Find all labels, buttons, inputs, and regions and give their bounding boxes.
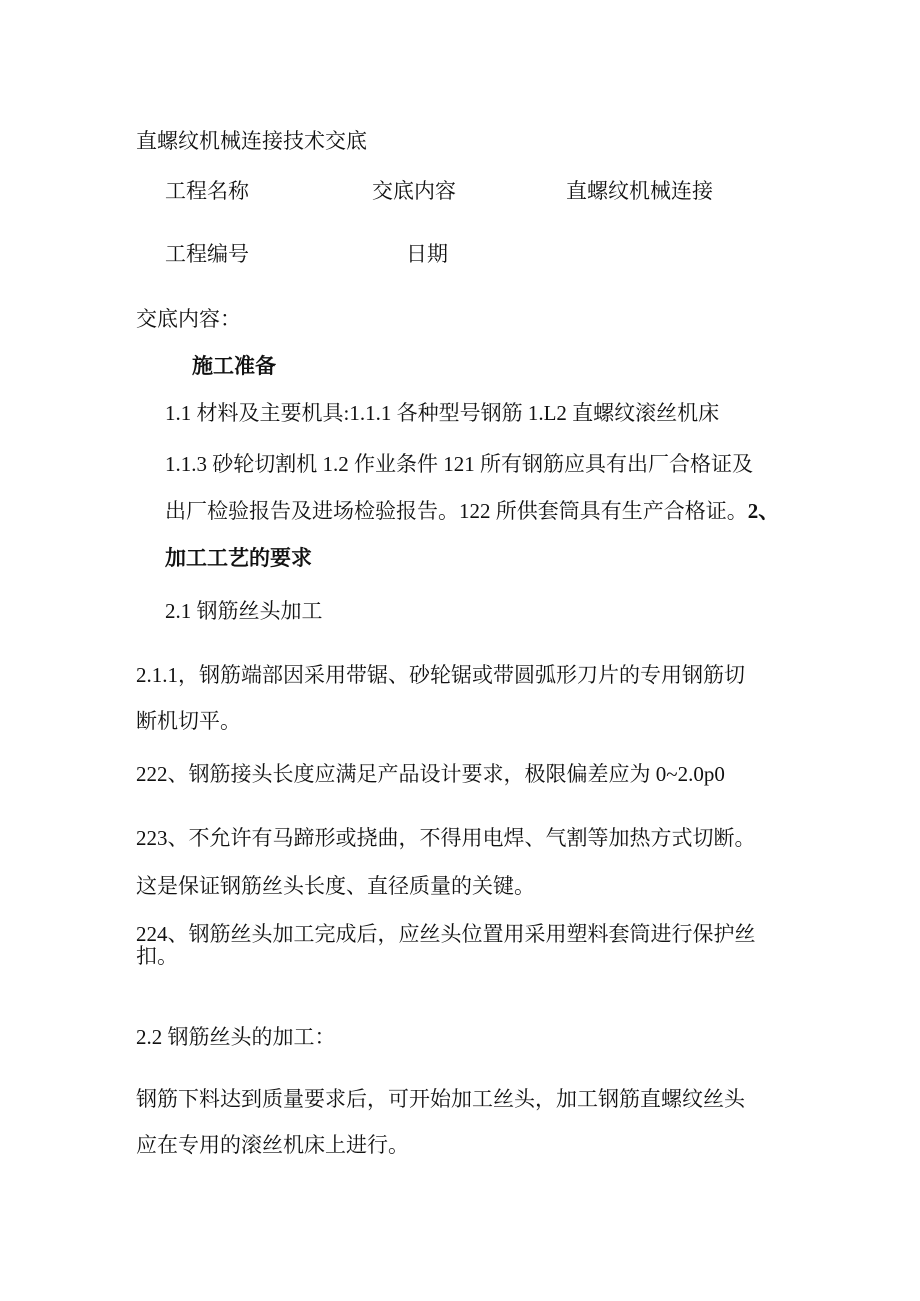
paragraph-text: 出厂检验报告及进场检验报告。122 所供套筒具有生产合格证。 (165, 499, 748, 523)
project-number-label: 工程编号 (165, 242, 249, 266)
item-223-line: 这是保证钢筋丝头长度、直径质量的关键。 (136, 874, 535, 898)
item-2-1-1-line: 2.1.1，钢筋端部因采用带锯、砂轮锯或带圆弧形刀片的专用钢筋切 (136, 663, 745, 687)
date-label: 日期 (406, 242, 448, 266)
item-223-line: 223、不允许有马蹄形或挠曲，不得用电焊、气割等加热方式切断。 (136, 826, 756, 850)
item-2-1-1-line: 断机切平。 (136, 709, 241, 733)
section-number: 2、 (747, 499, 780, 523)
final-paragraph-line: 钢筋下料达到质量要求后，可开始加工丝头，加工钢筋直螺纹丝头 (136, 1087, 745, 1111)
section-heading-preparation: 施工准备 (192, 354, 276, 378)
content-label: 交底内容 (372, 179, 456, 203)
item-224-line: 扣。 (136, 944, 178, 968)
subsection-2-1: 2.1 钢筋丝头加工 (165, 599, 323, 623)
paragraph-line: 1.1 材料及主要机具:1.1.1 各种型号钢筋 1.L2 直螺纹滚丝机床 (165, 401, 720, 425)
intro-label: 交底内容： (136, 307, 241, 331)
subsection-2-2: 2.2 钢筋丝头的加工： (136, 1025, 336, 1049)
content-value: 直螺纹机械连接 (566, 179, 713, 203)
project-name-label: 工程名称 (165, 179, 249, 203)
item-224-line: 224、钢筋丝头加工完成后，应丝头位置用采用塑料套筒进行保护丝 (136, 922, 756, 946)
item-222: 222、钢筋接头长度应满足产品设计要求，极限偏差应为 0~2.0p0 (136, 762, 725, 786)
section-heading-process: 加工工艺的要求 (165, 546, 312, 570)
final-paragraph-line: 应在专用的滚丝机床上进行。 (136, 1133, 409, 1157)
paragraph-line (165, 497, 779, 525)
paragraph-line: 1.1.3 砂轮切割机 1.2 作业条件 121 所有钢筋应具有出厂合格证及 (165, 452, 753, 476)
document-title: 直螺纹机械连接技术交底 (136, 129, 367, 153)
